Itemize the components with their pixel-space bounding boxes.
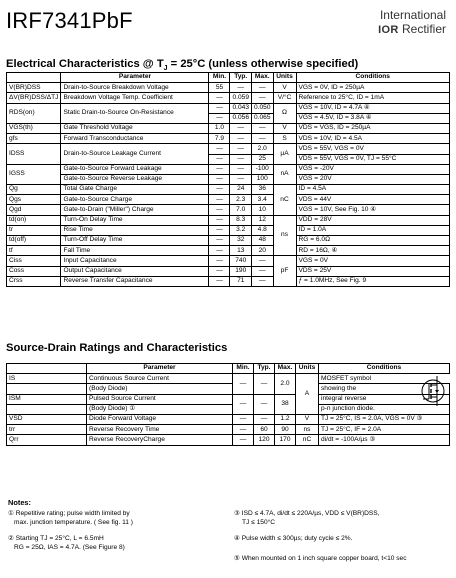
max-cell: 90	[275, 425, 296, 435]
mosfet-symbol-icon	[420, 374, 446, 408]
symbol-cell: gfs	[7, 134, 61, 144]
parameter-cell: Turn-Off Delay Time	[61, 236, 209, 246]
typ-cell: —	[230, 134, 252, 144]
min-cell: —	[209, 185, 230, 195]
min-cell: —	[209, 215, 230, 225]
table-row	[7, 414, 450, 424]
table-row	[7, 174, 450, 184]
max-cell: 20	[252, 246, 274, 256]
units-cell: V	[296, 414, 319, 424]
max-cell: 36	[252, 185, 274, 195]
min-cell: —	[209, 205, 230, 215]
conditions-cell: VGS = 10V, ID = 4.7A ④	[296, 103, 449, 113]
table-row	[7, 195, 450, 205]
parameter-cell: Continuous Source Current	[87, 374, 233, 384]
max-cell: 0.050	[252, 103, 274, 113]
typ-cell: 24	[230, 185, 252, 195]
typ-cell: 13	[230, 246, 252, 256]
symbol-cell: ISM	[7, 394, 87, 404]
symbol-cell: Qgd	[7, 205, 61, 215]
brand-logo	[378, 8, 446, 37]
typ-cell: 120	[254, 435, 275, 445]
symbol-cell: IGSS	[7, 164, 61, 184]
conditions-cell: di/dt = -100A/µs ③	[319, 435, 450, 445]
header-units: Units	[296, 364, 319, 374]
max-cell: 3.4	[252, 195, 274, 205]
parameter-cell: Forward Transconductance	[61, 134, 209, 144]
note-3-line-2: TJ ≤ 150°C	[242, 519, 276, 526]
part-number: IRF7341PbF	[6, 8, 133, 33]
symbol-cell: V(BR)DSS	[7, 83, 61, 93]
min-cell: —	[209, 103, 230, 113]
parameter-cell: Input Capacitance	[61, 256, 209, 266]
typ-cell: 740	[230, 256, 252, 266]
typ-cell: —	[230, 164, 252, 174]
table-row	[7, 374, 450, 384]
conditions-cell: p-n junction diode.	[319, 404, 450, 414]
typ-cell: —	[254, 414, 275, 424]
symbol-cell: Ciss	[7, 256, 61, 266]
note-1-line-1: ① Repetitive rating; pulse width limited by	[8, 510, 130, 517]
source-drain-section-title: Source-Drain Ratings and Characteristics	[6, 342, 228, 354]
units-cell: ns	[273, 215, 296, 256]
header-symbol	[7, 73, 61, 83]
max-cell: -100	[252, 164, 274, 174]
units-cell: nC	[296, 435, 319, 445]
header-parameter: Parameter	[61, 73, 209, 83]
typ-cell: 0.043	[230, 103, 252, 113]
min-cell: —	[209, 276, 230, 286]
conditions-cell: TJ = 25°C, IS = 2.0A, VGS = 0V ③	[319, 414, 450, 424]
parameter-cell: Gate Threshold Voltage	[61, 123, 209, 133]
table-row	[7, 246, 450, 256]
units-cell: pF	[273, 256, 296, 287]
parameter-cell: Static Drain-to-Source On-Resistance	[61, 103, 209, 123]
typ-cell: 2.3	[230, 195, 252, 205]
header-typ: Typ.	[254, 364, 275, 374]
symbol-cell: td(on)	[7, 215, 61, 225]
typ-cell: —	[230, 154, 252, 164]
table-row	[7, 435, 450, 445]
conditions-cell: MOSFET symbol	[319, 374, 450, 384]
symbol-cell: tf	[7, 246, 61, 256]
table-row	[7, 256, 450, 266]
note-1-line-2: max. junction temperature. ( See fig. 11 )	[14, 519, 133, 526]
symbol-cell: trr	[7, 425, 87, 435]
min-cell: —	[209, 93, 230, 103]
parameter-cell: Gate-to-Source Reverse Leakage	[61, 174, 209, 184]
min-cell: —	[209, 164, 230, 174]
table-header-row	[7, 364, 450, 374]
symbol-cell: IDSS	[7, 144, 61, 164]
symbol-cell: RDS(on)	[7, 103, 61, 123]
max-cell: 48	[252, 236, 274, 246]
max-cell: 25	[252, 154, 274, 164]
max-cell: 0.065	[252, 113, 274, 123]
max-cell: —	[252, 256, 274, 266]
max-cell: —	[252, 134, 274, 144]
conditions-cell: VDD = 28V	[296, 215, 449, 225]
symbol-cell: VGS(th)	[7, 123, 61, 133]
parameter-cell: Reverse Transfer Capacitance	[61, 276, 209, 286]
max-cell: —	[252, 83, 274, 93]
symbol-cell: td(off)	[7, 236, 61, 246]
min-cell: —	[209, 225, 230, 235]
brand-line-3: Rectifier	[401, 22, 446, 36]
electrical-section-title: Electrical Characteristics @ $T_J = 25^\circ C$ (unless otherwise specified)	[6, 58, 359, 73]
conditions-cell: RG = 6.0Ω	[296, 236, 449, 246]
max-cell: 2.0	[275, 374, 296, 394]
conditions-cell: VDS = 55V, VGS = 0V	[296, 144, 449, 154]
conditions-cell: VDS = 25V	[296, 266, 449, 276]
typ-cell: 7.0	[230, 205, 252, 215]
table-row	[7, 93, 450, 103]
typ-cell: 190	[230, 266, 252, 276]
max-cell: 170	[275, 435, 296, 445]
header-parameter: Parameter	[87, 364, 233, 374]
brand-line-1: International	[379, 8, 446, 22]
table-row	[7, 425, 450, 435]
table-row	[7, 205, 450, 215]
max-cell: 2.0	[252, 144, 274, 154]
notes-heading: Notes:	[8, 498, 31, 507]
typ-cell: 3.2	[230, 225, 252, 235]
parameter-cell: Gate-to-Source Forward Leakage	[61, 164, 209, 174]
min-cell: —	[209, 154, 230, 164]
symbol-cell: ΔV(BR)DSS/ΔTJ	[7, 93, 61, 103]
max-cell: 12	[252, 215, 274, 225]
typ-cell: 0.059	[230, 93, 252, 103]
header-max: Max.	[252, 73, 274, 83]
symbol-cell: Qg	[7, 185, 61, 195]
parameter-cell: Pulsed Source Current	[87, 394, 233, 404]
source-drain-table	[6, 363, 450, 446]
conditions-cell: VGS = -20V	[296, 164, 449, 174]
table-row	[7, 225, 450, 235]
parameter-cell: Reverse RecoveryCharge	[87, 435, 233, 445]
table-row	[7, 384, 450, 394]
symbol-cell: VSD	[7, 414, 87, 424]
min-cell: —	[209, 144, 230, 154]
units-cell: Ω	[273, 103, 296, 123]
units-cell: µA	[273, 144, 296, 164]
symbol-cell: Coss	[7, 266, 61, 276]
conditions-cell: VGS = 10V, See Fig. 10 ④	[296, 205, 449, 215]
parameter-cell: (Body Diode)	[87, 384, 233, 394]
note-2-line-1: ② Starting TJ = 25°C, L = 6.5mH	[8, 535, 104, 542]
typ-cell: 71	[230, 276, 252, 286]
min-cell: —	[209, 113, 230, 123]
max-cell: —	[252, 123, 274, 133]
max-cell: 10	[252, 205, 274, 215]
conditions-cell: ID = 1.0A	[296, 225, 449, 235]
min-cell: —	[233, 425, 254, 435]
symbol-cell: Crss	[7, 276, 61, 286]
note-4: ④ Pulse width ≤ 300µs; duty cycle ≤ 2%.	[234, 535, 353, 542]
typ-cell: —	[230, 123, 252, 133]
note-3-line-1: ③ ISD ≤ 4.7A, di/dt ≤ 220A/µs, VDD ≤ V(BR)DSS,	[234, 510, 380, 517]
typ-cell: —	[254, 394, 275, 414]
table-row	[7, 83, 450, 93]
parameter-cell: Reverse Recovery Time	[87, 425, 233, 435]
typ-cell: 0.056	[230, 113, 252, 123]
parameter-cell: Diode Forward Voltage	[87, 414, 233, 424]
note-5: ⑤ When mounted on 1 inch square copper board, t<10 sec	[234, 555, 407, 562]
max-cell: 4.8	[252, 225, 274, 235]
min-cell: 7.9	[209, 134, 230, 144]
typ-cell: —	[254, 374, 275, 394]
max-cell: 38	[275, 394, 296, 414]
max-cell: —	[252, 266, 274, 276]
min-cell: —	[209, 174, 230, 184]
conditions-cell: ƒ = 1.0MHz, See Fig. 9	[296, 276, 449, 286]
table-row	[7, 215, 450, 225]
conditions-cell: VDS = 44V	[296, 195, 449, 205]
min-cell: —	[209, 195, 230, 205]
conditions-cell: VDS = 55V, VGS = 0V, TJ = 55°C	[296, 154, 449, 164]
table-row	[7, 103, 450, 113]
min-cell: —	[233, 374, 254, 394]
parameter-cell: Drain-to-Source Leakage Current	[61, 144, 209, 164]
parameter-cell: Fall Time	[61, 246, 209, 256]
table-row	[7, 134, 450, 144]
header-max: Max.	[275, 364, 296, 374]
typ-cell: 60	[254, 425, 275, 435]
table-row	[7, 185, 450, 195]
parameter-cell: Turn-On Delay Time	[61, 215, 209, 225]
conditions-cell: integral reverse	[319, 394, 450, 404]
table-row	[7, 276, 450, 286]
max-cell: 1.2	[275, 414, 296, 424]
parameter-cell: Total Gate Charge	[61, 185, 209, 195]
conditions-cell: Reference to 25°C, ID = 1mA	[296, 93, 449, 103]
conditions-cell: VGS = 0V	[296, 256, 449, 266]
typ-cell: 8.3	[230, 215, 252, 225]
symbol-cell	[7, 384, 87, 394]
units-cell: nA	[273, 164, 296, 184]
units-cell: nC	[273, 185, 296, 216]
conditions-cell: VGS = 0V, ID = 250µA	[296, 83, 449, 93]
parameter-cell: (Body Diode) ①	[87, 404, 233, 414]
min-cell: —	[209, 246, 230, 256]
table-row	[7, 404, 450, 414]
conditions-cell: showing the	[319, 384, 450, 394]
max-cell: 100	[252, 174, 274, 184]
symbol-cell: Qrr	[7, 435, 87, 445]
typ-cell: —	[230, 144, 252, 154]
parameter-cell: Breakdown Voltage Temp. Coefficient	[61, 93, 209, 103]
min-cell: —	[233, 435, 254, 445]
table-row	[7, 394, 450, 404]
units-cell: V	[273, 123, 296, 133]
max-cell: —	[252, 93, 274, 103]
parameter-cell: Rise Time	[61, 225, 209, 235]
header-min: Min.	[233, 364, 254, 374]
conditions-cell: VGS = 4.5V, ID = 3.8A ④	[296, 113, 449, 123]
symbol-cell: IS	[7, 374, 87, 384]
symbol-cell	[7, 404, 87, 414]
table-row	[7, 164, 450, 174]
parameter-cell: Gate-to-Drain ("Miller") Charge	[61, 205, 209, 215]
table-row	[7, 236, 450, 246]
units-cell: A	[296, 374, 319, 415]
symbol-cell: Qgs	[7, 195, 61, 205]
table-row	[7, 144, 450, 154]
units-cell: S	[273, 134, 296, 144]
table-row	[7, 123, 450, 133]
header-typ: Typ.	[230, 73, 252, 83]
min-cell: 55	[209, 83, 230, 93]
brand-ior: IOR	[378, 24, 399, 36]
header-conditions: Conditions	[296, 73, 449, 83]
min-cell: —	[233, 394, 254, 414]
table-row	[7, 266, 450, 276]
conditions-cell: VDS = VGS, ID = 250µA	[296, 123, 449, 133]
min-cell: —	[209, 236, 230, 246]
units-cell: V	[273, 83, 296, 93]
conditions-cell: VGS = 20V	[296, 174, 449, 184]
header-conditions: Conditions	[319, 364, 450, 374]
header-symbol	[7, 364, 87, 374]
min-cell: 1.0	[209, 123, 230, 133]
parameter-cell: Output Capacitance	[61, 266, 209, 276]
conditions-cell: ID = 4.5A	[296, 185, 449, 195]
conditions-cell: VDS = 10V, ID = 4.5A	[296, 134, 449, 144]
header-min: Min.	[209, 73, 230, 83]
max-cell: —	[252, 276, 274, 286]
min-cell: —	[209, 266, 230, 276]
conditions-cell: TJ = 25°C, IF = 2.0A	[319, 425, 450, 435]
note-2-line-2: RG = 25Ω, IAS = 4.7A. (See Figure 8)	[14, 544, 125, 551]
min-cell: —	[233, 414, 254, 424]
parameter-cell: Gate-to-Source Charge	[61, 195, 209, 205]
typ-cell: —	[230, 83, 252, 93]
units-cell: ns	[296, 425, 319, 435]
header-units: Units	[273, 73, 296, 83]
typ-cell: —	[230, 174, 252, 184]
parameter-cell: Drain-to-Source Breakdown Voltage	[61, 83, 209, 93]
symbol-cell: tr	[7, 225, 61, 235]
conditions-cell: RD = 16Ω, ④	[296, 246, 449, 256]
typ-cell: 32	[230, 236, 252, 246]
electrical-characteristics-table	[6, 72, 450, 287]
units-cell: V/°C	[273, 93, 296, 103]
min-cell: —	[209, 256, 230, 266]
table-header-row	[7, 73, 450, 83]
